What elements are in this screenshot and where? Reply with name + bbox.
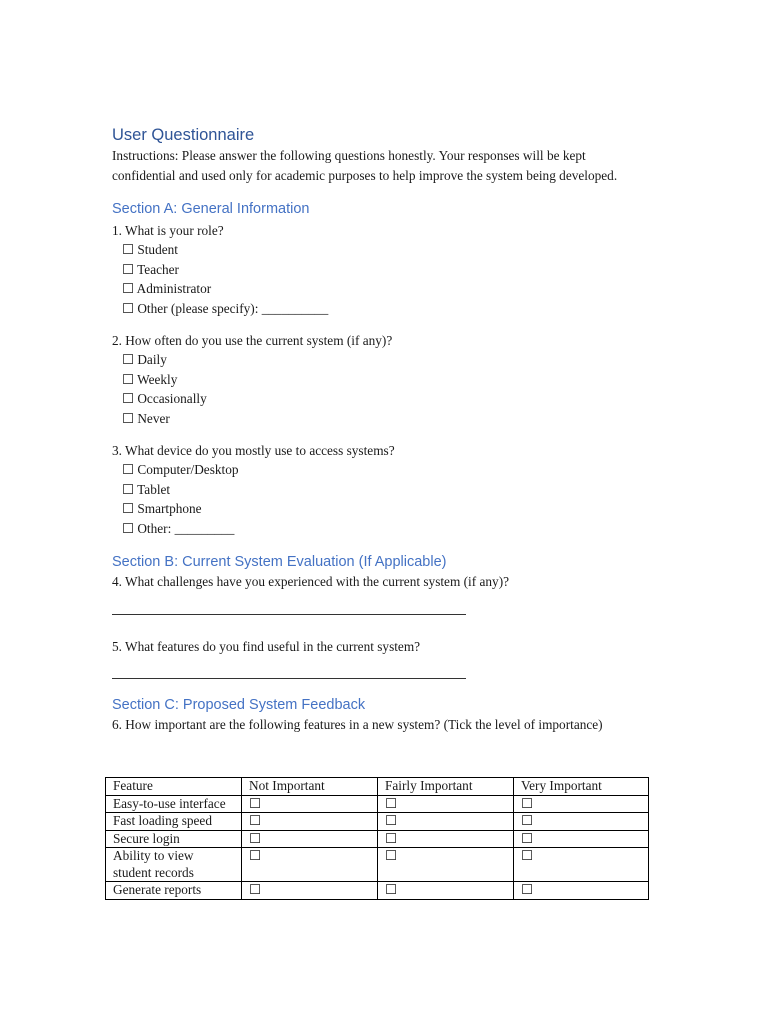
option-label: Computer/Desktop: [137, 462, 239, 478]
checkbox-icon[interactable]: ☐: [242, 813, 378, 831]
question-1: 1. What is your role?: [112, 223, 224, 238]
option-smartphone[interactable]: [122, 499, 672, 518]
checkbox-icon[interactable]: ☐: [122, 371, 134, 387]
checkbox-icon[interactable]: ☐: [378, 882, 514, 900]
question-3-options: [112, 460, 672, 538]
checkbox-icon[interactable]: ☐: [378, 848, 514, 882]
option-daily[interactable]: [122, 350, 672, 369]
checkbox-icon[interactable]: ☐: [242, 882, 378, 900]
question-1-options: [112, 240, 672, 318]
table-row: [106, 830, 649, 848]
section-b-heading: Section B: Current System Evaluation (If Applicable): [112, 554, 447, 571]
checkbox-icon[interactable]: ☐: [122, 261, 134, 277]
checkbox-icon[interactable]: ☐: [122, 520, 134, 536]
checkbox-icon[interactable]: ☐: [122, 410, 134, 426]
option-label: Weekly: [137, 371, 178, 387]
question-2: 2. How often do you use the current system (if any)?: [112, 333, 393, 349]
checkbox-icon[interactable]: ☐: [122, 391, 134, 407]
checkbox-icon[interactable]: ☐: [378, 813, 514, 831]
document-title: User Questionnaire: [112, 126, 255, 144]
checkbox-icon[interactable]: ☐: [378, 795, 514, 813]
checkbox-icon[interactable]: ☐: [122, 242, 134, 258]
table-row: [106, 882, 649, 900]
checkbox-icon[interactable]: ☐: [242, 848, 378, 882]
checkbox-icon[interactable]: ☐: [514, 848, 649, 882]
checkbox-icon[interactable]: ☐: [122, 462, 134, 478]
instructions: Instructions: Please answer the following questions honestly. Your responses will be kept confidential and used only for academic purposes to help improve the system being developed.: [112, 148, 618, 183]
section-c-heading: Section C: Proposed System Feedback: [112, 696, 366, 713]
column-header: Feature: [106, 778, 242, 796]
feature-name: Secure login: [106, 830, 242, 848]
column-header: Not Important: [242, 778, 378, 796]
checkbox-icon[interactable]: ☐: [122, 281, 134, 297]
checkbox-icon[interactable]: ☐: [514, 882, 649, 900]
checkbox-icon[interactable]: ☐: [242, 795, 378, 813]
question-3: 3. What device do you mostly use to access systems?: [112, 443, 395, 459]
feature-importance-table: [105, 777, 649, 900]
option-other-role[interactable]: [122, 299, 672, 318]
column-header: Fairly Important: [378, 778, 514, 796]
option-student[interactable]: [122, 240, 672, 259]
table-row: [106, 848, 649, 882]
table-row: [106, 795, 649, 813]
option-never[interactable]: [122, 409, 672, 428]
checkbox-icon[interactable]: ☐: [514, 795, 649, 813]
checkbox-icon[interactable]: ☐: [242, 830, 378, 848]
option-teacher[interactable]: [122, 260, 672, 279]
option-label: Other (please specify): __________: [137, 300, 329, 316]
question-5: 5. What features do you find useful in the current system?: [112, 638, 421, 654]
option-occasionally[interactable]: [122, 389, 672, 408]
question-4: 4. What challenges have you experienced with the current system (if any)?: [112, 574, 510, 590]
option-computer[interactable]: [122, 460, 672, 479]
checkbox-icon[interactable]: ☐: [122, 481, 134, 497]
column-header: Very Important: [514, 778, 649, 796]
option-tablet[interactable]: [122, 480, 672, 499]
option-administrator[interactable]: [122, 279, 672, 298]
section-a-heading: Section A: General Information: [112, 201, 310, 217]
option-label: Occasionally: [137, 391, 207, 407]
option-label: Student: [137, 242, 178, 258]
checkbox-icon[interactable]: ☐: [122, 352, 134, 368]
option-label: Smartphone: [137, 501, 202, 517]
option-label: Daily: [137, 352, 167, 368]
feature-name: Fast loading speed: [106, 813, 242, 831]
option-weekly[interactable]: [122, 370, 672, 389]
questionnaire-page: [112, 124, 672, 734]
table-header-row: [106, 778, 649, 796]
question-6: 6. How important are the following features in a new system? (Tick the level of importance): [112, 716, 603, 732]
checkbox-icon[interactable]: ☐: [378, 830, 514, 848]
checkbox-icon[interactable]: ☐: [122, 501, 134, 517]
checkbox-icon[interactable]: ☐: [122, 300, 134, 316]
feature-name: Ability to view student records: [106, 848, 242, 882]
checkbox-icon[interactable]: ☐: [514, 813, 649, 831]
option-label: Other: _________: [137, 520, 235, 536]
checkbox-icon[interactable]: ☐: [514, 830, 649, 848]
feature-name: Easy-to-use interface: [106, 795, 242, 813]
feature-name: Generate reports: [106, 882, 242, 900]
option-label: Administrator: [136, 281, 212, 297]
question-2-options: [112, 350, 672, 428]
table-row: [106, 813, 649, 831]
option-label: Tablet: [137, 481, 171, 497]
option-label: Never: [137, 410, 170, 426]
option-label: Teacher: [137, 261, 179, 277]
option-other-device[interactable]: [122, 519, 672, 538]
